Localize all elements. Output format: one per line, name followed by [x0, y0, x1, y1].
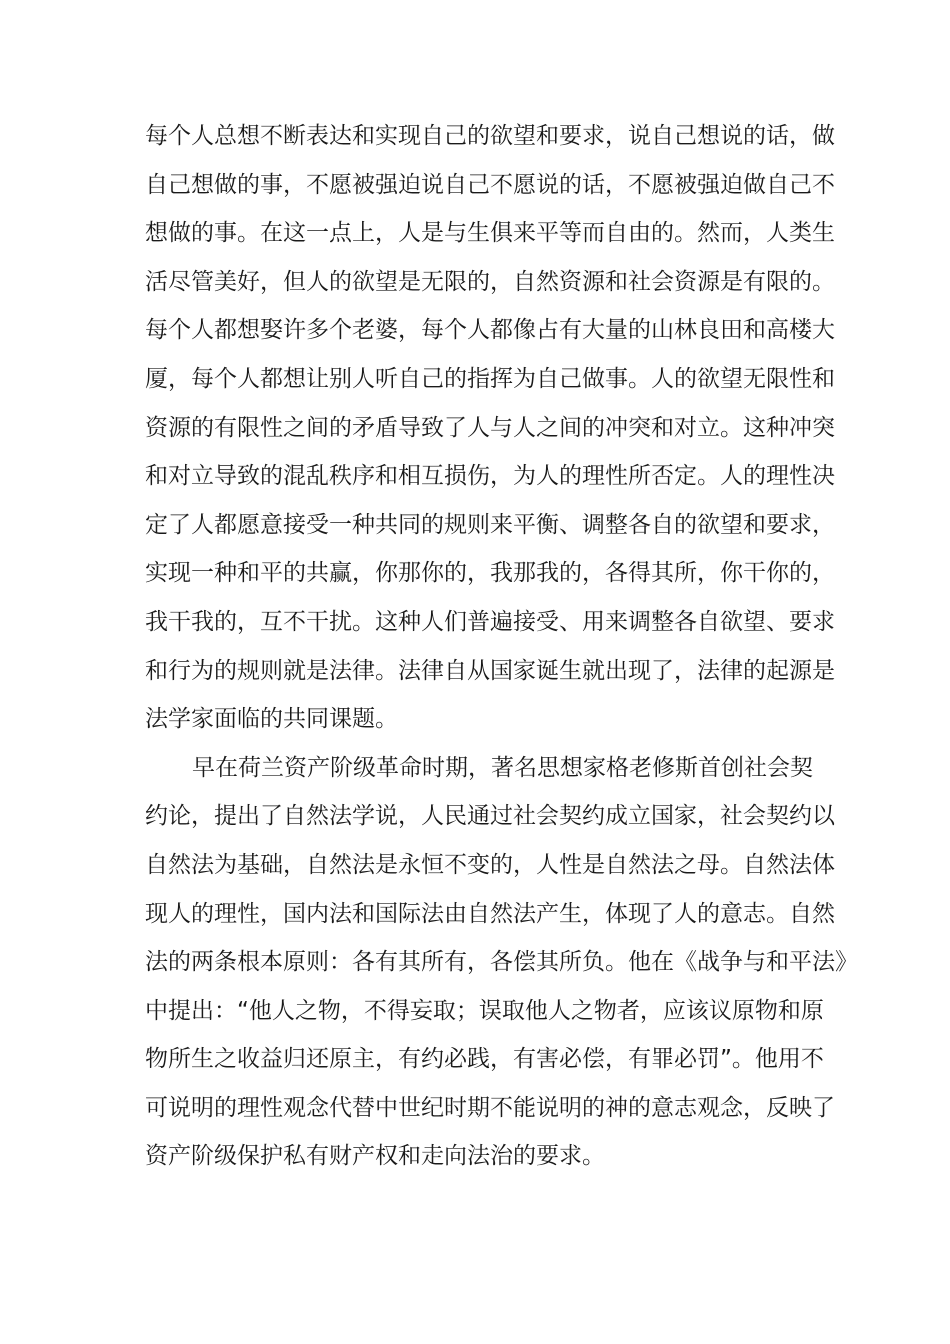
paragraph-2-line-3: 自然法为基础，自然法是永恒不变的，人性是自然法之母。自然法体: [145, 851, 835, 878]
paragraph-1-line-6: 厦，每个人都想让别人听自己的指挥为自己做事。人的欲望无限性和: [145, 365, 835, 392]
paragraph-1-line-5: 每个人都想娶许多个老婆，每个人都像占有大量的山林良田和高楼大: [145, 317, 835, 344]
paragraph-2-line-7: 物所生之收益归还原主，有约必践，有害必偿，有罪必罚”。他用不: [145, 1046, 824, 1073]
body-text: [145, 112, 858, 1181]
paragraph-1-line-10: 实现一种和平的共赢，你那你的，我那我的，各得其所，你干你的，: [145, 560, 835, 587]
paragraph-1-line-3: 想做的事。在这一点上，人是与生俱来平等而自由的。然而，人类生: [145, 220, 835, 247]
paragraph-2-line-1: 早在荷兰资产阶级革命时期，著名思想家格老修斯首创社会契: [192, 754, 813, 781]
paragraph-2-line-6: 中提出：“他人之物，不得妄取；误取他人之物者，应该议原物和原: [145, 997, 824, 1024]
paragraph-1-line-12: 和行为的规则就是法律。法律自从国家诞生就出现了，法律的起源是: [145, 657, 835, 684]
paragraph-1-line-8: 和对立导致的混乱秩序和相互损伤，为人的理性所否定。人的理性决: [145, 463, 835, 490]
paragraph-2-line-2: 约论，提出了自然法学说，人民通过社会契约成立国家，社会契约以: [145, 803, 835, 830]
paragraph-1-line-13: 法学家面临的共同课题。: [145, 706, 398, 733]
paragraph-1-line-2: 自己想做的事，不愿被强迫说自己不愿说的话，不愿被强迫做自己不: [145, 171, 835, 198]
paragraph-2-line-4: 现人的理性，国内法和国际法由自然法产生，体现了人的意志。自然: [145, 900, 835, 927]
paragraph-1-line-11: 我干我的，互不干扰。这种人们普遍接受、用来调整各自欲望、要求: [145, 608, 835, 635]
paragraph-1-line-4: 活尽管美好，但人的欲望是无限的，自然资源和社会资源是有限的。: [145, 268, 835, 295]
paragraph-1-line-7: 资源的有限性之间的矛盾导致了人与人之间的冲突和对立。这种冲突: [145, 414, 835, 441]
paragraph-1-line-9: 定了人都愿意接受一种共同的规则来平衡、调整各自的欲望和要求，: [145, 511, 835, 538]
paragraph-2-line-8: 可说明的理性观念代替中世纪时期不能说明的神的意志观念，反映了: [145, 1094, 835, 1121]
paragraph-2-line-5: 法的两条根本原则：各有其所有，各偿其所负。他在《战争与和平法》: [145, 949, 858, 976]
paragraph-1-line-1: 每个人总想不断表达和实现自己的欲望和要求，说自己想说的话，做: [145, 123, 835, 149]
paragraph-2-line-9: 资产阶级保护私有财产权和走向法治的要求。: [145, 1143, 605, 1170]
